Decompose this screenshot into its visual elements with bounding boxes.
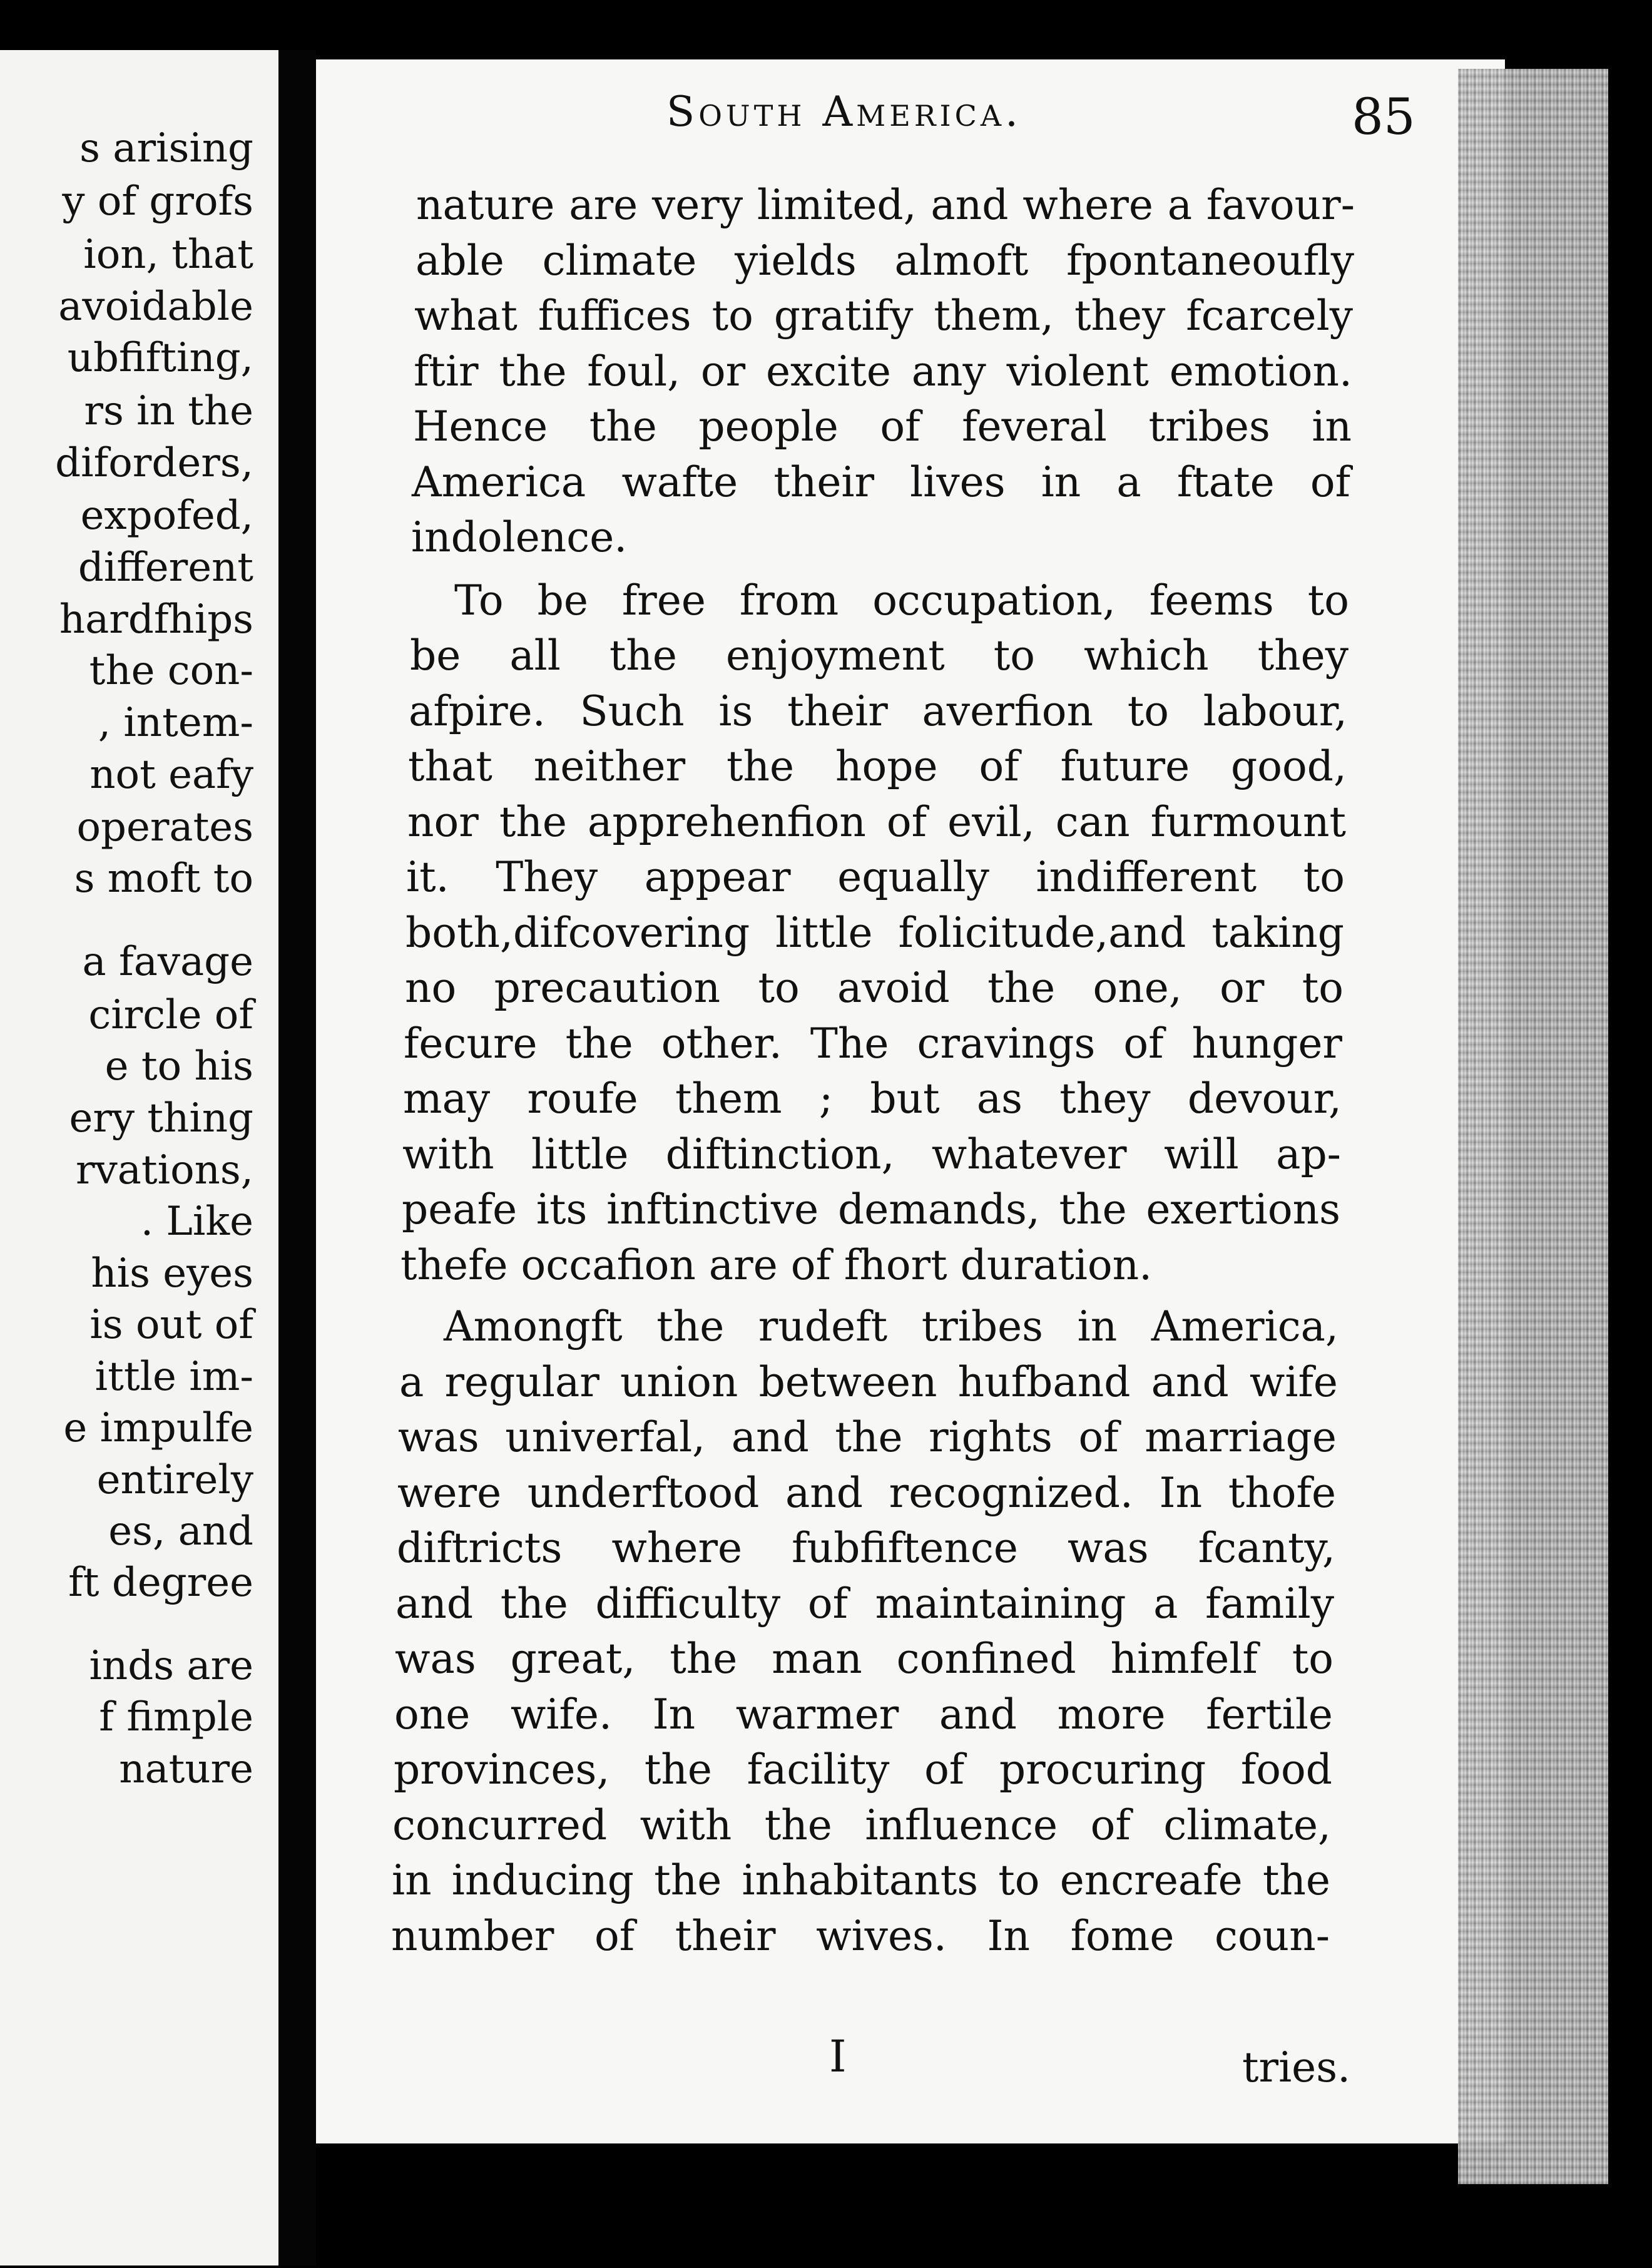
body-text-line: Hence the people of feveral tribes in — [413, 402, 1352, 451]
left-page-line: s arising — [79, 125, 253, 171]
body-text-line: may roufe them ; but as they devour, — [403, 1075, 1342, 1123]
left-page-line: e impulfe — [63, 1405, 253, 1451]
left-page-line: s moft to — [74, 856, 253, 902]
book-gutter — [278, 50, 316, 2265]
body-text-line: provinces, the facility of procuring food — [394, 1745, 1332, 1794]
body-text-line: was univerfal, and the rights of marriage — [398, 1413, 1337, 1461]
left-page-line: y of grofs — [62, 178, 253, 225]
catchword: tries. — [1242, 2043, 1351, 2092]
left-page-line: the con- — [89, 648, 253, 694]
body-text-line: a regular union between hufband and wife — [399, 1357, 1338, 1406]
page-number: 85 — [1352, 88, 1415, 146]
left-page-line: rvations, — [75, 1147, 253, 1193]
body-text-line: with little diftinction, whatever will ap- — [402, 1130, 1341, 1178]
body-text-line: was great, the man confined himfelf to — [395, 1635, 1333, 1683]
running-head: South America. — [666, 88, 1022, 136]
left-page-line: diforders, — [55, 440, 253, 486]
body-text-line: To be free from occupation, feems to — [454, 576, 1349, 625]
left-page-line: his eyes — [91, 1250, 253, 1297]
body-text-line: able climate yields almoft fpontaneoufly — [416, 236, 1354, 285]
body-text-line: ftir the foul, or excite any violent emotion. — [414, 347, 1352, 396]
left-page — [0, 50, 278, 2265]
left-page-line: not eafy — [89, 752, 253, 798]
body-text-line: Amongft the rudeft tribes in America, — [444, 1302, 1338, 1351]
left-page-line: different — [78, 544, 253, 591]
left-page-line: is out of — [89, 1302, 253, 1348]
body-text-line: and the difficulty of maintaining a family — [395, 1579, 1334, 1628]
left-page-line: . Like — [140, 1198, 253, 1245]
left-page-line: rs in the — [84, 388, 253, 434]
body-text-line: no precaution to avoid the one, or to — [405, 964, 1344, 1012]
body-text-line: thefe occafion are of fhort duration. — [400, 1240, 1153, 1289]
left-page-line: inds are — [89, 1643, 253, 1689]
left-page-line: circle of — [88, 992, 253, 1038]
right-page — [316, 59, 1505, 2143]
body-text-line: indolence. — [411, 513, 628, 561]
left-page-line: entirely — [96, 1457, 253, 1503]
left-page-line: ion, that — [83, 232, 253, 278]
body-text-line: number of their wives. In fome coun- — [391, 1911, 1330, 1960]
left-page-line: es, and — [108, 1508, 253, 1555]
signature-mark: I — [829, 2031, 847, 2082]
body-text-line: America wafte their lives in a ftate of — [412, 457, 1350, 506]
left-page-line: ery thing — [69, 1095, 253, 1142]
left-page-line: , intem- — [98, 700, 253, 746]
left-page-line: expofed, — [80, 493, 253, 539]
left-page-line: nature — [119, 1746, 253, 1792]
left-page-line: ittle im- — [94, 1354, 253, 1400]
body-text-line: nor the apprehenfion of evil, can furmount — [407, 797, 1346, 846]
body-text-line: both,difcovering little folicitude,and taking — [405, 908, 1344, 957]
body-text-line: nature are very limited, and where a favour- — [416, 181, 1355, 229]
left-page-line: ft degree — [68, 1560, 253, 1606]
body-text-line: afpire. Such is their averfion to labour, — [409, 687, 1347, 735]
body-text-line: in inducing the inhabitants to encreafe the — [392, 1856, 1330, 1904]
body-text-line: concurred with the influence of climate, — [392, 1801, 1331, 1849]
body-text-line: peafe its inftinctive demands, the exertions — [402, 1185, 1340, 1234]
body-text-line: one wife. In warmer and more fertile — [394, 1690, 1333, 1739]
body-text-line: be all the enjoyment to which they — [410, 631, 1349, 680]
left-page-line: hardfhips — [59, 596, 253, 643]
body-text-line: that neither the hope of future good, — [408, 742, 1347, 790]
body-text-line: fecure the other. The cravings of hunger — [404, 1019, 1342, 1068]
body-text-line: what fuffices to gratify them, they fcarcely — [414, 292, 1353, 340]
left-page-line: ubfifting, — [67, 335, 253, 381]
left-page-line: e to his — [105, 1043, 253, 1090]
body-text-line: were underftood and recognized. In thofe — [397, 1468, 1336, 1517]
left-page-line: f fimple — [99, 1694, 253, 1740]
page-edges — [1458, 69, 1608, 2184]
body-text-line: it. They appear equally indifferent to — [406, 853, 1345, 901]
left-page-line: operates — [76, 804, 253, 850]
left-page-line: avoidable — [58, 284, 253, 330]
body-text-line: diftricts where fubfiftence was fcanty, — [397, 1524, 1335, 1572]
left-page-line: a favage — [82, 939, 253, 985]
